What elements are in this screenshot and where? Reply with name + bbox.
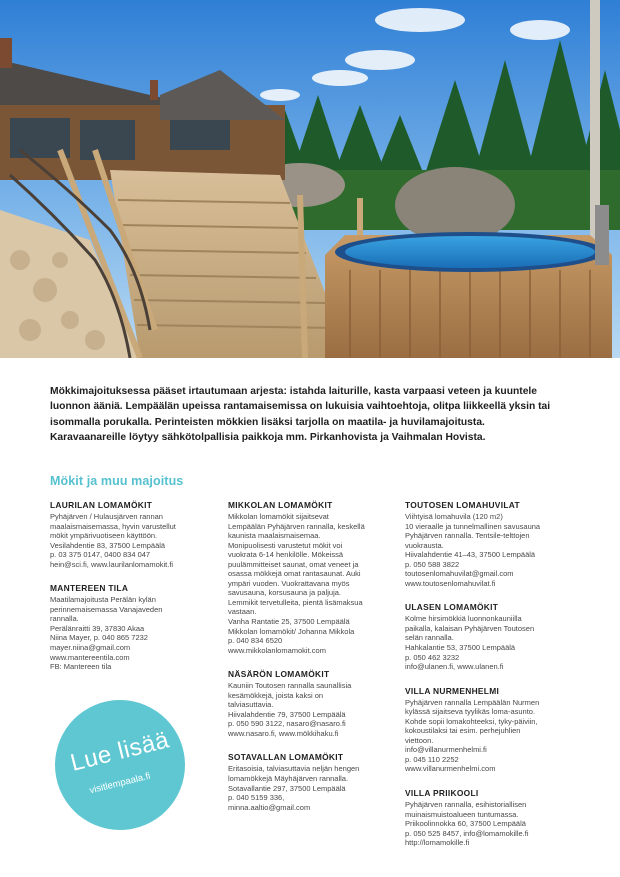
entry-detail-line: http://lomamokille.fi bbox=[405, 838, 470, 848]
entry-detail-line: Priikoolinnokka 60, 37500 Lempäälä bbox=[405, 819, 526, 829]
entry-title: NÄSÄRÖN LOMAMÖKIT bbox=[228, 669, 330, 680]
entry-detail-line: Perälänraitti 39, 37830 Akaa bbox=[50, 623, 145, 633]
entry-detail-line: vuokrausta. bbox=[405, 540, 444, 550]
entry-detail-line: Pyhäjärven rannalla Lempäälän Nurmen bbox=[405, 697, 540, 707]
hero-photo bbox=[0, 0, 620, 358]
accommodation-column-2 bbox=[228, 500, 398, 826]
accommodation-column-1 bbox=[50, 500, 220, 686]
entry-detail-line: info@ulanen.fi, www.ulanen.fi bbox=[405, 662, 504, 672]
accommodation-entry bbox=[228, 669, 398, 738]
entry-detail-line: Niina Mayer, p. 040 865 7232 bbox=[50, 633, 148, 643]
entry-detail-line: p. 040 834 6520 bbox=[228, 636, 283, 646]
entry-title: LAURILAN LOMAMÖKIT bbox=[50, 500, 153, 510]
entry-detail-line: p. 050 590 3122, nasaro@nasaro.fi bbox=[228, 719, 346, 729]
entry-title: ULASEN LOMAMÖKIT bbox=[405, 602, 499, 613]
entry-detail-line: Hiivalahdentie 79, 37500 Lempäälä bbox=[228, 709, 346, 719]
entry-detail-line: viettoon. bbox=[405, 735, 434, 745]
entry-detail-line: Vesilahdentie 83, 37500 Lempäälä bbox=[50, 540, 166, 550]
entry-detail-line: toutosenlomahuvilat@gmail.com bbox=[405, 569, 514, 579]
entry-detail-line: p. 040 5159 336, bbox=[228, 793, 285, 803]
accommodation-entry bbox=[228, 500, 398, 655]
read-more-badge[interactable] bbox=[55, 700, 185, 830]
accommodation-entry bbox=[50, 583, 220, 671]
entry-detail-line: lomamökkejä Mäyhäjärven rannalla. bbox=[228, 774, 349, 784]
entry-detail-line: ympäri vuoden. Vuokrattavana myös bbox=[228, 578, 350, 588]
entry-detail-line: osassa mökkejä omat rantasaunat. Auki bbox=[228, 569, 361, 579]
badge-title: Lue lisää bbox=[67, 726, 172, 777]
entry-detail-line: Vanha Rantatie 25, 37500 Lempäälä bbox=[228, 617, 350, 627]
entry-detail-line: savusauna, korsusauna ja paljuja. bbox=[228, 588, 341, 598]
accommodation-entry bbox=[405, 788, 575, 848]
entry-detail-line: vuokrata 6-14 henkilölle. Mökeissä bbox=[228, 550, 344, 560]
accommodation-entry bbox=[228, 752, 398, 812]
entry-title: MIKKOLAN LOMAMÖKIT bbox=[228, 500, 333, 510]
entry-detail-line: Mikkolan lomamökit/ Johanna Mikkola bbox=[228, 626, 355, 636]
entry-detail-line: perinnemaisemassa Vanajaveden bbox=[50, 604, 163, 614]
badge-url[interactable]: visitlempaala.fi bbox=[88, 770, 152, 797]
entry-detail-line: Hahkalantie 53, 37500 Lempäälä bbox=[405, 643, 516, 653]
entry-detail-line: hein@sci.fi, www.laurilanlomamokit.fi bbox=[50, 559, 174, 569]
entry-detail-line: mökit ympärivuotiseen käyttöön. bbox=[50, 531, 158, 541]
entry-detail-line: Kolme hirsimökkiä luonnonkauniilla bbox=[405, 614, 522, 624]
entry-detail-line: p. 050 525 8457, info@lomamokille.fi bbox=[405, 828, 529, 838]
entry-detail-line: Pyhäjärven rannalla, esihistoriallisen bbox=[405, 800, 527, 810]
entry-detail-line: kesämökkejä, joista kaksi on bbox=[228, 690, 324, 700]
entry-detail-line: muinaismuistoalueen tuntumassa. bbox=[405, 809, 519, 819]
entry-detail-line: p. 03 375 0147, 0400 834 047 bbox=[50, 550, 151, 560]
entry-detail-line: maalaismaisemassa, hyvin varustellut bbox=[50, 521, 176, 531]
entry-detail-line: p. 050 462 3232 bbox=[405, 652, 460, 662]
entry-detail-line: www.nasaro.fi, www.mökkihaku.fi bbox=[228, 728, 339, 738]
entry-title: TOUTOSEN LOMAHUVILAT bbox=[405, 500, 520, 510]
entry-detail-line: kylässä sijaitseva tyylikäs loma-asunto. bbox=[405, 707, 536, 717]
entry-detail-line: Pyhäjärven rannalla. Tentsile-telttojen bbox=[405, 531, 530, 541]
accommodation-entry bbox=[405, 602, 575, 671]
section-title: Mökit ja muu majoitus bbox=[50, 474, 184, 488]
accommodation-entry bbox=[405, 500, 575, 588]
entry-title: MANTEREEN TILA bbox=[50, 583, 129, 594]
entry-detail-line: Lemmikit tervetulleita, pientä lisämaksua bbox=[228, 597, 363, 607]
entry-detail-line: kokoustilaksi tai esim. perhejuhlien bbox=[405, 726, 521, 736]
entry-detail-line: www.mantereentila.com bbox=[50, 652, 130, 662]
intro-paragraph: Mökkimajoituksessa pääset irtautumaan arjesta: istahda laiturille, kasta varpaasi veteen ja kuuntele luonnon ääniä. Lempäälän upeissa rantamaisemissa on lukuisia vaihtoehtoja, olitpa liikkeellä yksin tai isommalla porukalla. Perinteisten mökkien lisäksi tarjolla on maatila- ja huvilamajoitusta. Karavaanareille löytyy sähkötolpallisia paikkoja mm. Pirkanhovista ja Vaihmalan Hovista. bbox=[50, 386, 551, 444]
entry-detail-line: p. 045 110 2252 bbox=[405, 754, 459, 764]
accommodation-column-3 bbox=[405, 500, 575, 862]
entry-detail-line: Hiivalahdentie 41–43, 37500 Lempäälä bbox=[405, 550, 536, 560]
entry-detail-line: kaunista maalaismaisemaa. bbox=[228, 531, 321, 541]
entry-title: SOTAVALLAN LOMAMÖKIT bbox=[228, 752, 344, 763]
entry-detail-line: www.toutosenlomahuvilat.fi bbox=[405, 578, 496, 588]
entry-detail-line: Maatilamajoitusta Perälän kylän bbox=[50, 595, 156, 605]
entry-detail-line: info@villanurmenhelmi.fi bbox=[405, 745, 487, 755]
entry-detail-line: Pyhäjärven / Hulausjärven rannan bbox=[50, 512, 163, 521]
accommodation-entry bbox=[50, 500, 220, 569]
entry-detail-line: selän rannalla. bbox=[405, 633, 454, 643]
entry-detail-line: 10 vieraalle ja tunnelmallinen savusauna bbox=[405, 521, 541, 531]
entry-title: VILLA PRIIKOOLI bbox=[405, 788, 479, 799]
entry-detail-line: talviasuttavia. bbox=[228, 700, 274, 710]
entry-detail-line: Mikkolan lomamökit sijaitsevat bbox=[228, 512, 329, 521]
entry-detail-line: p. 050 588 3822 bbox=[405, 559, 460, 569]
entry-detail-line: puulämmitteiset saunat, omat veneet ja bbox=[228, 559, 359, 569]
entry-detail-line: www.villanurmenhelmi.com bbox=[405, 764, 496, 774]
entry-detail-line: vastaan. bbox=[228, 607, 257, 617]
entry-detail-line: Eritasoisia, talviasuttavia neljän hengen bbox=[228, 764, 360, 774]
entry-detail-line: mayer.niina@gmail.com bbox=[50, 643, 131, 653]
entry-detail-line: Viihtyisä lomahuvila (120 m2) bbox=[405, 512, 503, 521]
entry-detail-line: Lempäälän Pyhäjärven rannalla, keskellä bbox=[228, 521, 365, 531]
entry-detail-line: minna.aaltio@gmail.com bbox=[228, 802, 311, 812]
entry-detail-line: Kauniin Toutosen rannalla saunallisia bbox=[228, 681, 352, 691]
entry-detail-line: Sotavallantie 297, 37500 Lempäälä bbox=[228, 783, 346, 793]
entry-detail-line: FB: Mantereen tila bbox=[50, 662, 112, 672]
entry-detail-line: paikalla, kalaisan Pyhäjärven Toutosen bbox=[405, 623, 535, 633]
entry-detail-line: Monipuolisesti varustetut mökit voi bbox=[228, 540, 343, 550]
entry-detail-line: www.mikkolanlomamokit.com bbox=[228, 645, 326, 655]
entry-detail-line: rannalla. bbox=[50, 614, 79, 624]
entry-title: VILLA NURMENHELMI bbox=[405, 685, 500, 696]
entry-detail-line: Kohde sopii lomakohteeksi, tyky-päiviin, bbox=[405, 716, 538, 726]
accommodation-entry bbox=[405, 686, 575, 774]
